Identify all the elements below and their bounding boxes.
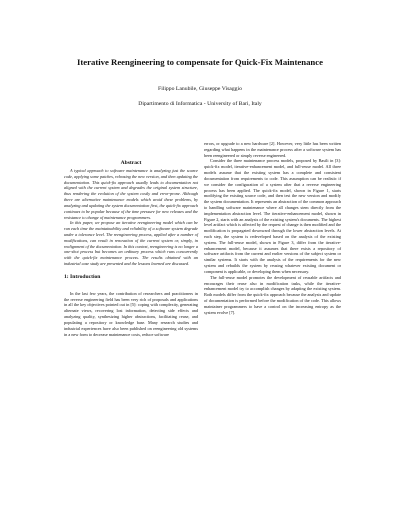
abstract-heading: Abstract — [120, 160, 142, 166]
paper-affiliation: Dipartimento di Informatica - University of Bari, Italy — [138, 101, 262, 107]
paper-title: Iterative Reengineering to compensate for Quick-Fix Maintenance — [77, 57, 323, 67]
right-column — [204, 141, 341, 315]
right-paragraph-2: Consider the three maintenance process models, proposed by Basili in [3]: quick-fix model, iterative-enhancement model, and full-reuse model. All three models assume that the existing system has a complete and consistent documentation from requirements to code. This assumption can be realistic if we consider the configuration of a system after that a reverse engineering process has been applied. The quick-fix model, shown in Figure 1, starts modifying the existing source code, and then test the new version and modify the system documentation. It represents an abstraction of the common approach to handling software maintenance where all changes stem directly from the implementation abstraction level. The iterative-enhancement model, shown in Figure 2, starts with an analysis of the existing system's documents. The highest level artifact which is affected by the request of change is then modified and the modification is propagated downward through the lower abstraction levels. At each step, the system is redeveloped based on the analysis of the existing system. The full-reuse model, shown in Figure 3, differ from the iterative-enhancement model, because it assumes that there exists a repository of software artifacts from the current and earlier versions of the subject system or similar systems. It starts with the analysis of the requirements for the new system and rebuilds the system by reusing whatever existing document or component is applicable, or developing them when necessary. — [204, 158, 341, 274]
right-paragraph-1: errors, or upgrade to a new hardware [2]. However, very little has been written regarding what happens in the maintenance process after a software system has been reengineered or simply reverse engineered. — [204, 141, 341, 158]
introduction-paragraph-1: In the last few years, the contribution of researchers and practitioners in the reverse engineering field has been very rich of proposals and applications in all the key objectives pointed out in [5]: coping with complexity, generating alternate views, recovering lost information, detecting side effects and analyzing quality, synthesizing higher abstractions, facilitating reuse, and populating a repository or knowledge base. Many research studies and industrial experiences have also been published on reengineering old systems in a new form to decrease maintenance costs, reduce software — [64, 290, 198, 337]
abstract-paragraph-2: In this paper, we propose an iterative reengineering model which can be run each time the maintainability and reliability of a software system degrade under a tolerance level. The reengineering process, applied after a number of modifications, can result in renovation of the current system or, simply, in realignment of the documentation. In this context, reengineering is no longer a one-shot process but becomes an ordinary process which runs concurrently with the quick-fix maintenance process. The results obtained with an industrial case study are presented and the lessons learned are discussed. — [64, 220, 198, 266]
left-column — [64, 160, 198, 337]
right-paragraph-3: The full-reuse model promotes the development of reusable artifacts and encourages their reuse also in modification tasks, while the iterative-enhancement model try to accomplish changes by adapting the existing system. Both models differ from the quick-fix approach because the analysis and update of documentation is performed before the modification of the code. This allows maintainer programmers to have a control on the increasing entropy as the system evolve [7]. — [204, 274, 341, 315]
paper-authors: Filippo Lanubile, Giuseppe Visaggio — [158, 86, 242, 92]
abstract-paragraph-1: A typical approach to software maintenance is analyzing just the source code, applying some patches, releasing the new version, and then updating the documentation. This quick-fix approach usually leads to documentation not aligned with the current system and degrades the original system structure, thus rendering the evolution of the system costly and error-prone. Although there are alternative maintenance models which avoid these problems, by analyzing and updating the system documentation first, the quick-fix approach continues to be popular because of the time pressure for new releases and the resistance to change of maintenance programmers. — [64, 168, 198, 220]
section-heading-introduction: 1: Introduction — [64, 273, 101, 280]
